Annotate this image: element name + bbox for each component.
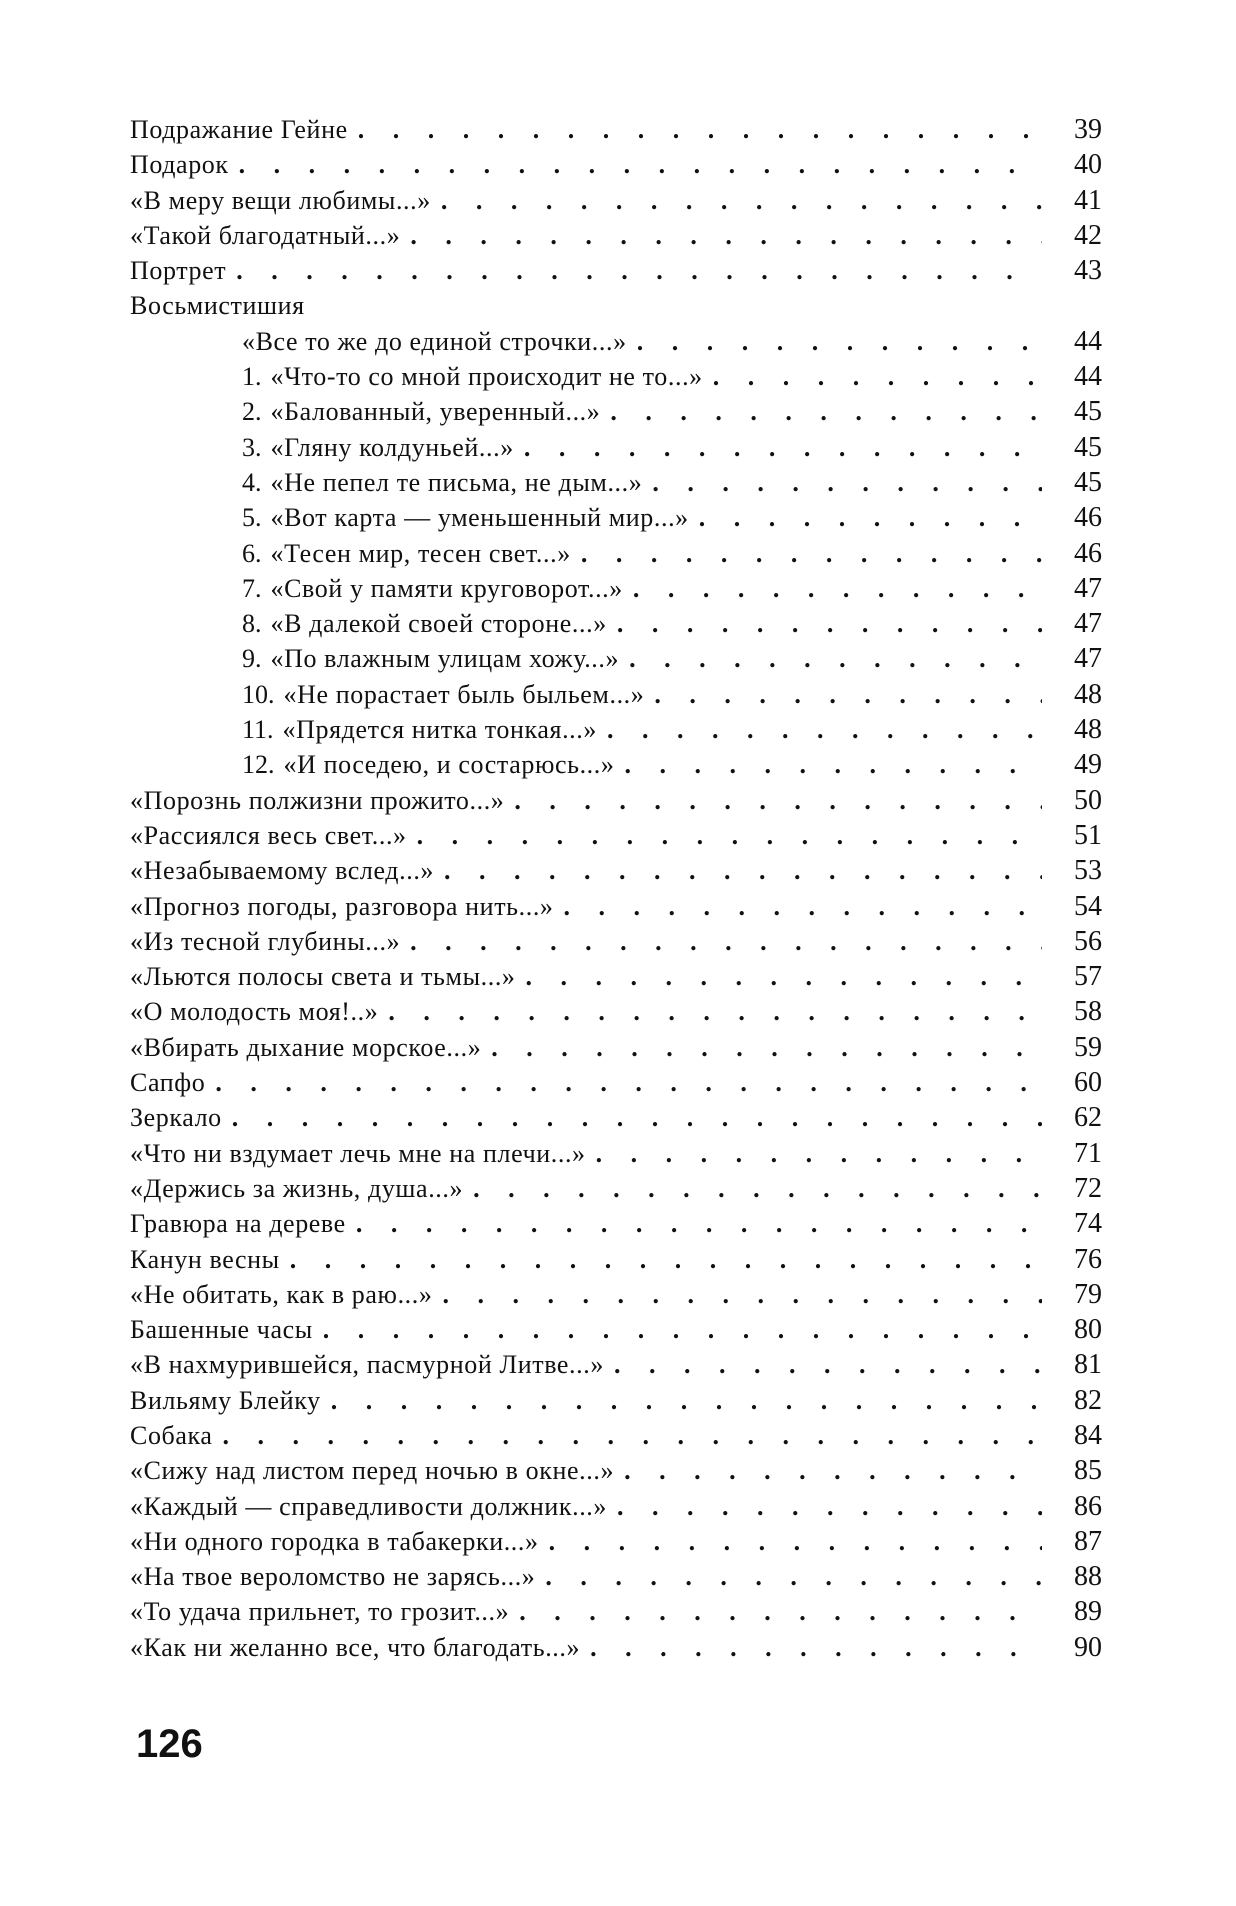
toc-entry-title: Башенные часы: [130, 1315, 313, 1345]
toc-entry: [130, 747, 1102, 782]
toc-entry-page: 71: [1074, 1137, 1102, 1169]
toc-entry-number: 6.: [242, 538, 262, 568]
toc-entry: [130, 1312, 1102, 1347]
toc-entry: [130, 1171, 1102, 1206]
toc-entry-page: 50: [1074, 784, 1102, 816]
toc-entry-page: 46: [1074, 502, 1102, 534]
toc-entry: [130, 500, 1102, 535]
dot-leader: [604, 1347, 1042, 1382]
toc-entry: [130, 1453, 1102, 1488]
toc-entry-title: «Гляну колдуньей...»: [270, 432, 514, 462]
toc-entry-number: 10.: [242, 679, 275, 709]
toc-entry-page: 44: [1074, 361, 1102, 393]
toc-entry-page: 86: [1074, 1490, 1102, 1522]
dot-leader: [514, 430, 1042, 465]
toc-entry-page: 72: [1074, 1172, 1102, 1204]
dot-leader: [619, 641, 1042, 676]
toc-entry-title: «Льются полосы света и тьмы...»: [130, 962, 516, 992]
toc-entry-title: «Не пепел те письма, не дым...»: [270, 467, 643, 497]
dot-leader: [348, 112, 1042, 147]
toc-entry: [130, 253, 1102, 288]
toc-entry-page: 45: [1074, 466, 1102, 498]
toc-entry: [130, 1524, 1102, 1559]
toc-entry-number: 5.: [242, 503, 262, 533]
toc-entry: [130, 218, 1102, 253]
toc-entry-page: 85: [1074, 1455, 1102, 1487]
dot-leader: [400, 924, 1042, 959]
toc-entry-page: 80: [1074, 1314, 1102, 1346]
toc-entry-title: «Как ни желанно все, что благодать...»: [130, 1632, 581, 1662]
toc-entry-page: 49: [1074, 749, 1102, 781]
dot-leader: [607, 1489, 1042, 1524]
toc-entry-page: 59: [1074, 1031, 1102, 1063]
toc-entry-page: 57: [1074, 961, 1102, 993]
toc-entry-number: 11.: [242, 715, 274, 745]
toc-entry-page: 60: [1074, 1067, 1102, 1099]
toc-entry-title: «То удача прильнет, то грозит...»: [130, 1597, 510, 1627]
dot-leader: [346, 1206, 1042, 1241]
toc-entry-title: Сапфо: [130, 1068, 206, 1098]
dot-leader: [580, 1630, 1042, 1665]
toc-entry: [130, 1242, 1102, 1277]
dot-leader: [222, 1100, 1042, 1135]
toc-entry: [130, 606, 1102, 641]
dot-leader: [571, 536, 1042, 571]
toc-entry-title: «Прогноз погоды, разговора нить...»: [130, 891, 554, 921]
dot-leader: [321, 1383, 1042, 1418]
dot-leader: [226, 253, 1042, 288]
toc-entry: [130, 359, 1102, 394]
toc-entry-title: «По влажным улицам хожу...»: [270, 644, 620, 674]
toc-entry-title: «Ни одного городка в табакерки...»: [130, 1526, 539, 1556]
toc-entry: [130, 1347, 1102, 1382]
toc-entry: [130, 465, 1102, 500]
dot-leader: [463, 1171, 1042, 1206]
toc-entry: [130, 536, 1102, 571]
toc-entry-title: Канун весны: [130, 1244, 280, 1274]
toc-entry-title: Зеркало: [130, 1103, 222, 1133]
toc-entry-title: «Держись за жизнь, душа...»: [130, 1173, 464, 1203]
dot-leader: [627, 324, 1042, 359]
toc-entry: [130, 1030, 1102, 1065]
dot-leader: [600, 394, 1042, 429]
toc-entry-title: «Незабываемому вслед...»: [130, 856, 435, 886]
dot-leader: [432, 1277, 1042, 1312]
toc-entry-page: 48: [1074, 714, 1102, 746]
toc-entry-number: 3.: [242, 432, 262, 462]
toc-entry-page: 76: [1074, 1243, 1102, 1275]
dot-leader: [205, 1065, 1042, 1100]
toc-entry-title: Вильяму Блейку: [130, 1385, 321, 1415]
toc-entry: [130, 641, 1102, 676]
toc-entry-title: «В меру вещи любимы...»: [130, 185, 431, 215]
toc-entry: [130, 1559, 1102, 1594]
toc-entry-number: 8.: [242, 609, 262, 639]
toc-entry-title: «Порознь полжизни прожито...»: [130, 785, 505, 815]
toc-entry-page: 51: [1074, 819, 1102, 851]
toc-entry-title: «Тесен мир, тесен свет...»: [270, 538, 571, 568]
toc-entry-title: «Не обитать, как в раю...»: [130, 1279, 433, 1309]
toc-entry-page: 54: [1074, 890, 1102, 922]
dot-leader: [554, 889, 1042, 924]
toc-entry-page: 42: [1074, 219, 1102, 251]
toc-entry: [130, 1277, 1102, 1312]
toc-entry-title: «Каждый — справедливости должник...»: [130, 1491, 607, 1521]
toc-entry: [130, 1630, 1102, 1665]
toc-entry-page: 87: [1074, 1525, 1102, 1557]
dot-leader: [434, 853, 1042, 888]
toc-entry-title: Гравюра на дереве: [130, 1209, 346, 1239]
toc-entry: [130, 1383, 1102, 1418]
toc-entry-page: 39: [1074, 114, 1102, 145]
toc-entry-page: 47: [1074, 643, 1102, 675]
toc-entry-title: Портрет: [130, 256, 227, 286]
toc-entry: [130, 324, 1102, 359]
toc-entry-page: 90: [1074, 1631, 1102, 1663]
dot-leader: [516, 959, 1042, 994]
toc-entry-page: 56: [1074, 925, 1102, 957]
toc-entry: [130, 1065, 1102, 1100]
dot-leader: [644, 677, 1042, 712]
toc-entry: [130, 183, 1102, 218]
toc-entry: [130, 712, 1102, 747]
toc-entry: [130, 853, 1102, 888]
toc-entry: [130, 994, 1102, 1029]
toc-entry-page: 43: [1074, 255, 1102, 287]
toc-entry-page: 47: [1074, 608, 1102, 640]
dot-leader: [313, 1312, 1042, 1347]
dot-leader: [689, 500, 1042, 535]
dot-leader: [614, 1453, 1042, 1488]
toc-entry-title: «О молодость моя!..»: [130, 997, 379, 1027]
toc-entry-title: «На твое вероломство не зарясь...»: [130, 1562, 536, 1592]
dot-leader: [431, 183, 1042, 218]
toc-entry: [130, 147, 1102, 182]
dot-leader: [539, 1524, 1042, 1559]
dot-leader: [703, 359, 1042, 394]
toc-entry-title: Восьмистишия: [130, 291, 305, 321]
toc-entry-number: 1.: [242, 362, 262, 392]
toc-entry: [130, 571, 1102, 606]
toc-entry: [130, 924, 1102, 959]
dot-leader: [504, 783, 1042, 818]
dot-leader: [597, 712, 1042, 747]
toc-entry-title: «Из тесной глубины...»: [130, 926, 401, 956]
toc-entry-page: 89: [1074, 1596, 1102, 1628]
toc-entry-title: «Такой благодатный...»: [130, 220, 401, 250]
toc-entry-title: «Что ни вздумает лечь мне на плечи...»: [130, 1138, 586, 1168]
dot-leader: [213, 1418, 1043, 1453]
toc-entry-title: Собака: [130, 1420, 213, 1450]
toc-entry-page: 53: [1074, 855, 1102, 887]
toc-entry-number: 2.: [242, 397, 262, 427]
toc-entry-title: «В далекой своей стороне...»: [270, 609, 607, 639]
page-number: 126: [136, 1722, 203, 1766]
toc-entry-title: «Свой у памяти круговорот...»: [270, 573, 623, 603]
toc-entry-title: «Что-то со мной происходит не то...»: [270, 362, 703, 392]
dot-leader: [407, 818, 1042, 853]
toc-entry-number: 4.: [242, 467, 262, 497]
dot-leader: [535, 1559, 1042, 1594]
toc-entry-title: «Вот карта — уменьшенный мир...»: [270, 503, 689, 533]
toc-entry-page: 46: [1074, 537, 1102, 569]
toc-entry-title: «Прядется нитка тонкая...»: [282, 715, 597, 745]
toc-entry-page: 45: [1074, 396, 1102, 428]
toc-entry-title: «Вбирать дыхание морское...»: [130, 1032, 482, 1062]
toc-entry-page: 62: [1074, 1102, 1102, 1134]
dot-leader: [229, 147, 1042, 182]
toc-entry: [130, 112, 1102, 147]
dot-leader: [586, 1136, 1042, 1171]
toc-entry-title: «Балованный, уверенный...»: [270, 397, 601, 427]
toc-entry-title: «И поседею, и состарюсь...»: [283, 750, 615, 780]
toc-entry-page: 82: [1074, 1384, 1102, 1416]
toc-entry: [130, 818, 1102, 853]
toc-entry-page: 48: [1074, 678, 1102, 710]
toc-entry: [130, 1489, 1102, 1524]
toc-entry-page: 79: [1074, 1278, 1102, 1310]
toc-entry-title: «Не порастает быль быльем...»: [283, 679, 645, 709]
toc-entry: [130, 1594, 1102, 1629]
toc-entry: [130, 959, 1102, 994]
toc-entry-page: 47: [1074, 572, 1102, 604]
dot-leader: [642, 465, 1042, 500]
toc-entry: [130, 1418, 1102, 1453]
dot-leader: [614, 747, 1042, 782]
toc-entry-page: 81: [1074, 1349, 1102, 1381]
toc-entry-title: «В нахмурившейся, пасмурной Литве...»: [130, 1350, 604, 1380]
dot-leader: [509, 1594, 1042, 1629]
toc-entry-page: 88: [1074, 1561, 1102, 1593]
toc-entry-page: 45: [1074, 431, 1102, 463]
toc-entry-number: 9.: [242, 644, 262, 674]
toc-section-heading: [130, 288, 1102, 323]
toc-entry: [130, 430, 1102, 465]
toc-entry-page: 58: [1074, 996, 1102, 1028]
table-of-contents: [130, 112, 1102, 1665]
dot-leader: [481, 1030, 1042, 1065]
toc-entry-page: 44: [1074, 325, 1102, 357]
toc-entry: [130, 1206, 1102, 1241]
toc-entry-number: 12.: [242, 750, 275, 780]
dot-leader: [378, 994, 1042, 1029]
toc-entry: [130, 783, 1102, 818]
toc-entry-page: 41: [1074, 184, 1102, 216]
toc-entry-title: Подарок: [130, 150, 229, 180]
toc-entry: [130, 889, 1102, 924]
dot-leader: [607, 606, 1042, 641]
toc-entry: [130, 1100, 1102, 1135]
toc-entry: [130, 394, 1102, 429]
dot-leader: [400, 218, 1042, 253]
toc-entry-title: «Рассиялся весь свет...»: [130, 820, 407, 850]
dot-leader: [623, 571, 1042, 606]
toc-entry: [130, 677, 1102, 712]
toc-entry-title: «Все то же до единой строчки...»: [242, 326, 627, 356]
toc-entry-number: 7.: [242, 573, 262, 603]
dot-leader: [280, 1242, 1042, 1277]
toc-entry-title: «Сижу над листом перед ночью в окне...»: [130, 1456, 615, 1486]
toc-entry-title: Подражание Гейне: [130, 115, 348, 144]
toc-entry: [130, 1136, 1102, 1171]
toc-entry-page: 74: [1074, 1208, 1102, 1240]
toc-entry-page: 84: [1074, 1419, 1102, 1451]
toc-entry-page: 40: [1074, 149, 1102, 181]
